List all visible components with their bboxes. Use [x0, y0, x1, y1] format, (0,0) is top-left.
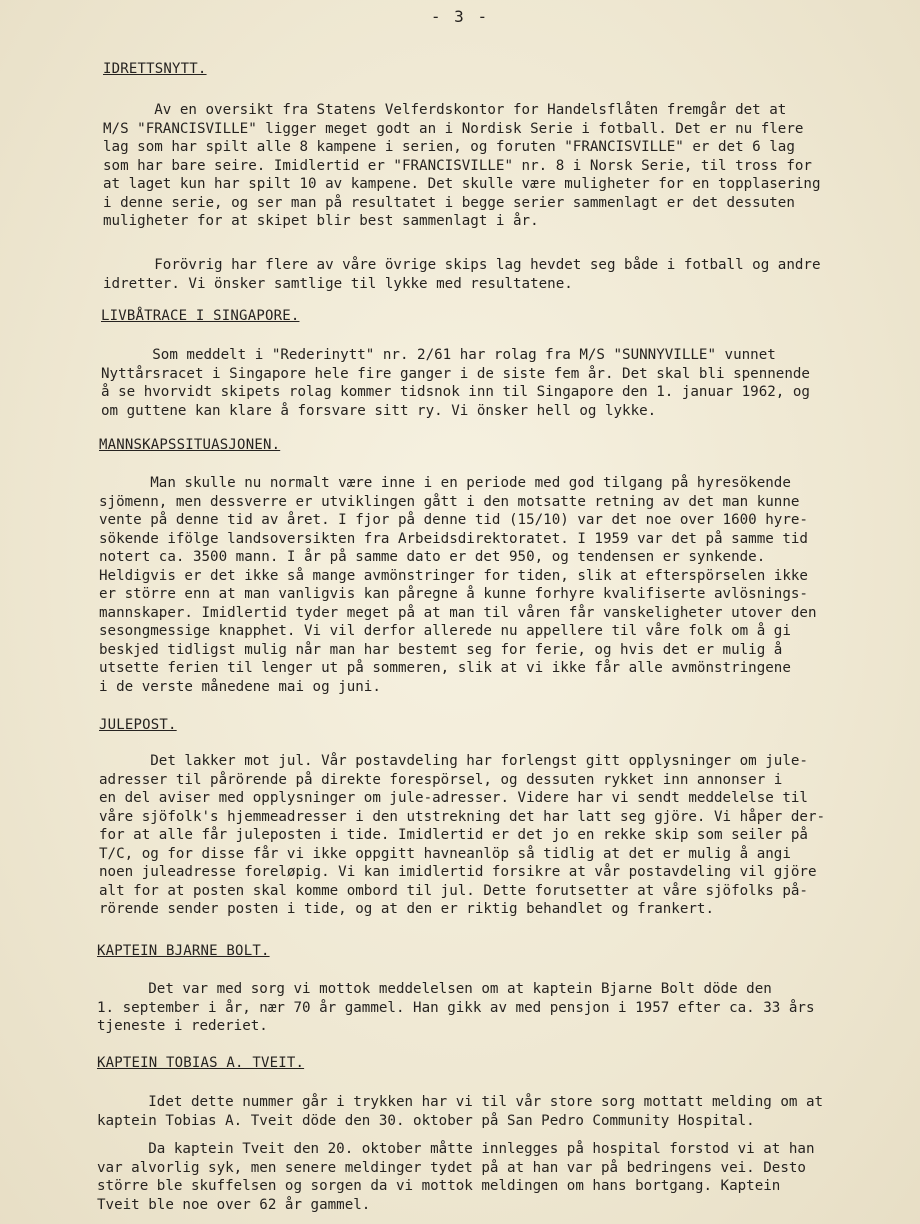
paragraph-text: Da kaptein Tveit den 20. oktober måtte innlegges på hospital forstod vi at han var alvorlig syk, men senere meldinger tydet på at han var på bedringens vei. Desto större ble skuffelsen og sorgen da vi mottok meldingen om hans bortgang. Kaptein Tveit ble noe over 62 år gammel.	[97, 1141, 815, 1213]
paragraph-text: Idet dette nummer går i trykken har vi til vår store sorg mottatt melding om at kaptein Tobias A. Tveit döde den 30. oktober på San Pedro Community Hospital.	[97, 1094, 824, 1129]
paragraph-text: Det lakker mot jul. Vår postavdeling har forlengst gitt opplysninger om jule- adresser til pårörende på direkte forespörsel, og dessuten rykket inn annonser i en del aviser med opplysninger om jule-adresser. Videre har vi sendt meddelelse til våre sjöfolk's hjemmeadresser i den utstrekning det har latt seg gjöre. Vi håper der- for at alle får juleposten i tide. Imidlertid er det jo en rekke skip som seiler på T/C, og for disse får vi ikke oppgitt havneanlöp så tidlig at det er mulig å angi noen juleadresse foreløpig. Vi kan imidlertid forsikre at vår postavdeling vil gjöre alt for at posten skal komme ombord til jul. Dette forutsetter at våre sjöfolks på- rörende sender posten i tide, og at den er riktig behandlet og frankert.	[99, 753, 826, 917]
section-kaptein-tveit	[97, 1054, 897, 1073]
paragraph-text: Av en oversikt fra Statens Velferdskontor for Handelsflåten fremgår det at M/S "FRANCISVILLE" ligger meget godt an i Nordisk Serie i fotball. Det er nu flere lag som har spilt alle 8 kampene i serien, og foruten "FRANCISVILLE" er det 6 lag som har bare seire. Imidlertid er "FRANCISVILLE" nr. 8 i Norsk Serie, til tross for at laget kun har spilt 10 av kampene. Det skulle være muligheter for en topplasering i denne serie, og ser man på resultatet i begge serier sammenlagt er det dessuten muligheter for at skipet blir best sammenlagt i år.	[103, 102, 821, 229]
section-heading: KAPTEIN TOBIAS A. TVEIT.	[97, 1055, 305, 1071]
section-heading: LIVBÅTRACE I SINGAPORE.	[101, 308, 300, 324]
section-livbatrace	[101, 307, 901, 326]
section-heading: MANNSKAPSSITUASJONEN.	[99, 437, 281, 453]
paragraph	[97, 980, 897, 1036]
paragraph	[99, 752, 899, 919]
paragraph	[103, 256, 903, 293]
section-heading: KAPTEIN BJARNE BOLT.	[97, 943, 270, 959]
section-mannskapssituasjonen	[99, 436, 899, 455]
paragraph-text: Man skulle nu normalt være inne i en periode med god tilgang på hyresökende sjömenn, men dessverre er utviklingen gått i den motsatte retning av det man kunne vente på denne tid av året. I fjor på denne tid (15/10) var det noe over 1600 hyre- sökende ifölge landsoversikten fra Arbeidsdirektoratet. I 1959 var det på samme tid notert ca. 3500 mann. I år på samme dato er det 950, og tendensen er synkende. Heldigvis er det ikke så mange avmönstringer for tiden, slik at efterspörselen ikke er större enn at man vanligvis kan påregne å kunne forhyre kvalifiserte avlösnings- mannskaper. Imidlertid tyder meget på at man til våren får vanskeligheter utover den sesongmessige knapphet. Vi vil derfor allerede nu appellere til våre folk om å gi beskjed tidligst mulig når man har bestemt seg for ferie, og hvis det er mulig å utsette ferien til lenger ut på sommeren, slik at vi ikke får alle avmönstringene i de verste månedene mai og juni.	[99, 475, 817, 695]
paragraph	[103, 101, 903, 231]
paragraph-text: Det var med sorg vi mottok meddelelsen om at kaptein Bjarne Bolt döde den 1. september i år, nær 70 år gammel. Han gikk av med pensjon i 1957 efter ca. 33 års tjeneste i rederiet.	[97, 981, 815, 1034]
page-number: - 3 -	[430, 7, 490, 26]
paragraph-text: Forövrig har flere av våre övrige skips lag hevdet seg både i fotball og andre idretter. Vi önsker samtlige til lykke med resultatene.	[103, 257, 821, 292]
paragraph-text: Som meddelt i "Rederinytt" nr. 2/61 har rolag fra M/S "SUNNYVILLE" vunnet Nyttårsracet i Singapore hele fire ganger i de siste fem år. Det skal bli spennende å se hvorvidt skipets rolag kommer tidsnok inn til Singapore den 1. januar 1962, og om guttene kan klare å forsvare sitt ry. Vi önsker hell og lykke.	[101, 347, 810, 419]
section-kaptein-bolt	[97, 942, 897, 961]
section-julepost	[99, 716, 899, 735]
section-heading: JULEPOST.	[99, 717, 177, 733]
paragraph	[97, 1140, 897, 1214]
section-idrettsnytt	[103, 60, 903, 79]
paragraph	[97, 1093, 897, 1130]
paragraph	[99, 474, 899, 696]
section-heading: IDRETTSNYTT.	[103, 61, 207, 77]
paragraph	[101, 346, 901, 420]
